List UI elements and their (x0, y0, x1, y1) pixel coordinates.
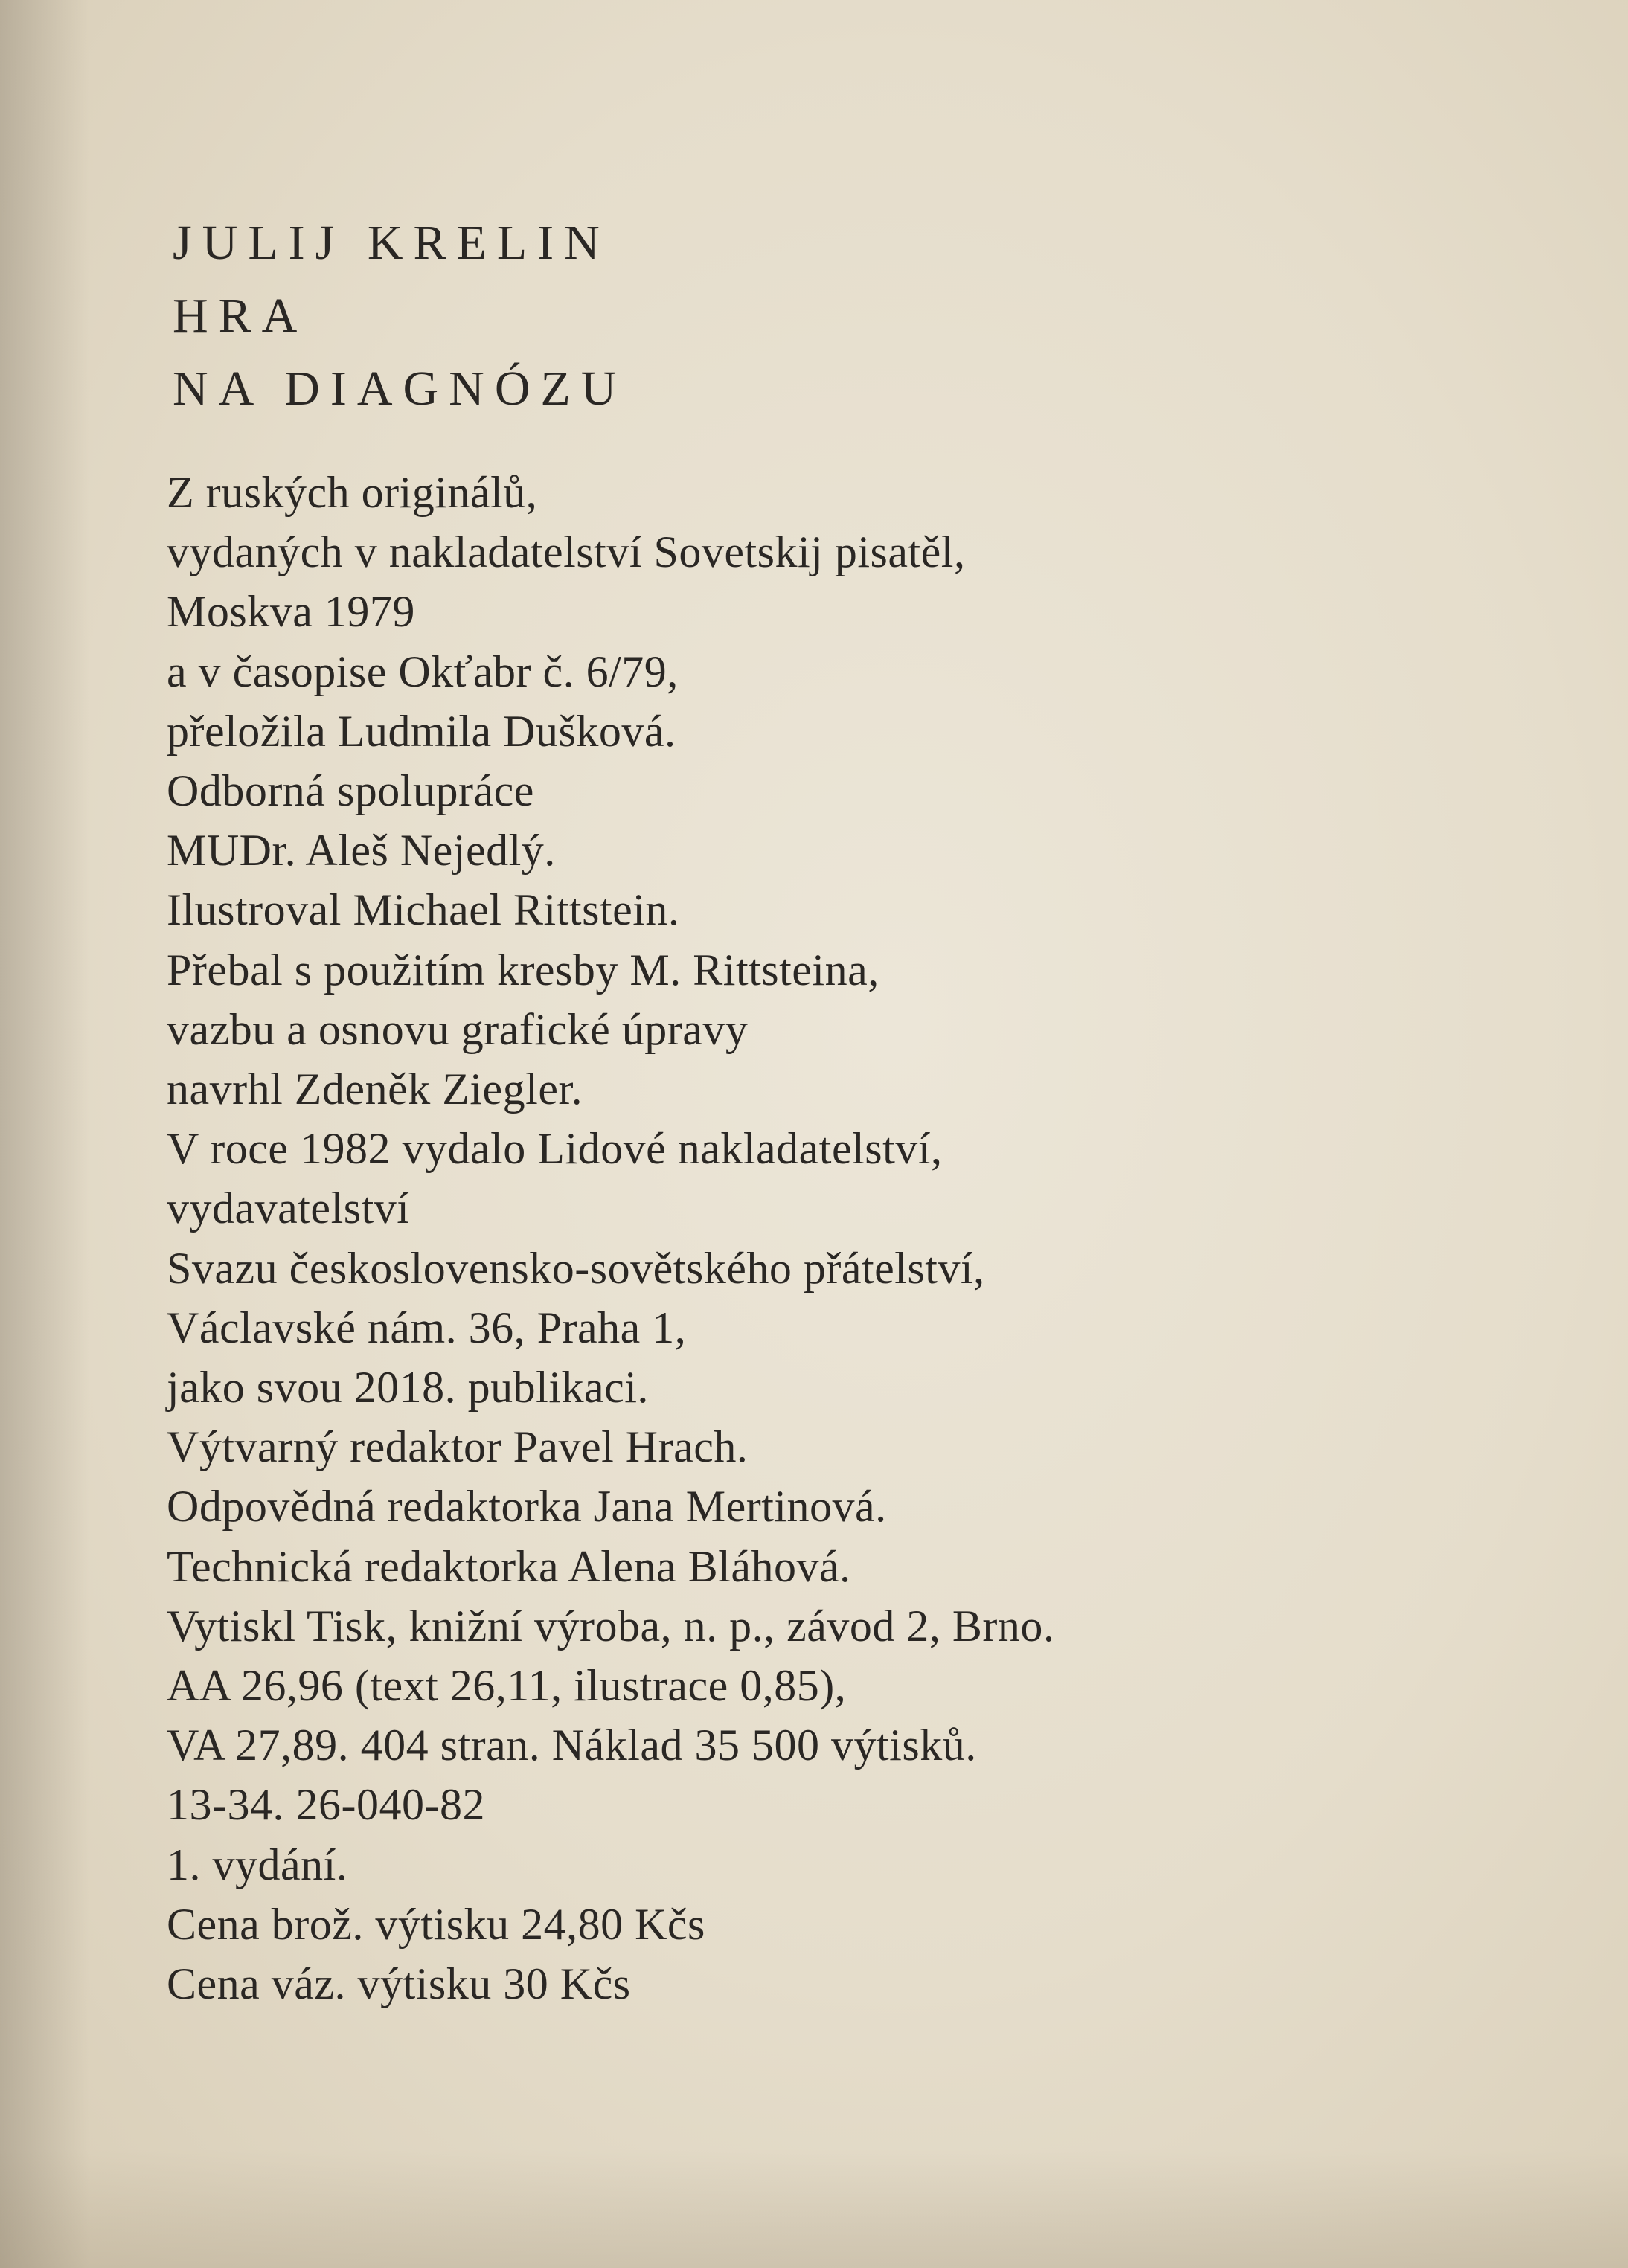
colophon-line: Cena váz. výtisku 30 Kčs (167, 1959, 631, 2009)
colophon-line: AA 26,96 (text 26,11, ilustrace 0,85), (167, 1661, 847, 1711)
colophon-line: a v časopise Okťabr č. 6/79, (167, 646, 679, 696)
page-bottom-shadow (0, 2149, 1628, 2268)
page-edge-shadow (0, 0, 89, 2268)
book-title-line-2: NA DIAGNÓZU (173, 362, 627, 416)
colophon-line: Ilustroval Michael Rittstein. (167, 885, 680, 935)
colophon-line: V roce 1982 vydalo Lidové nakladatelství, (167, 1124, 943, 1174)
colophon-line: Odborná spolupráce (167, 766, 534, 816)
colophon-line: Technická redaktorka Alena Bláhová. (167, 1541, 851, 1591)
colophon-line: Přebal s použitím kresby M. Rittsteina, (167, 945, 879, 995)
colophon-line: Cena brož. výtisku 24,80 Kčs (167, 1899, 705, 1949)
colophon-line: Z ruských originálů, (167, 468, 538, 517)
colophon-line: MUDr. Aleš Nejedlý. (167, 826, 556, 876)
colophon-line: Moskva 1979 (167, 587, 415, 637)
colophon-line: navrhl Zdeněk Ziegler. (167, 1064, 583, 1114)
title-block (173, 207, 1214, 425)
colophon-line: vydaných v nakladatelství Sovetskij pisatěl, (167, 527, 966, 577)
colophon-line: Odpovědná redaktorka Jana Mertinová. (167, 1482, 887, 1532)
colophon-line: 13-34. 26-040-82 (167, 1780, 485, 1830)
colophon-line: Vytiskl Tisk, knižní výroba, n. p., závod 2, Brno. (167, 1601, 1055, 1651)
colophon-line: 1. vydání. (167, 1840, 348, 1889)
author-name: JULIJ KRELIN (173, 216, 610, 270)
colophon-line: přeložila Ludmila Dušková. (167, 706, 676, 756)
colophon-line: vazbu a osnovu grafické úpravy (167, 1004, 749, 1054)
colophon-line: Václavské nám. 36, Praha 1, (167, 1302, 687, 1352)
colophon-line: vydavatelství (167, 1183, 410, 1233)
colophon-line: VA 27,89. 404 stran. Náklad 35 500 výtisků. (167, 1721, 977, 1770)
colophon-line: jako svou 2018. publikaci. (167, 1363, 649, 1413)
colophon (167, 463, 1543, 2014)
colophon-line: Výtvarný redaktor Pavel Hrach. (167, 1422, 749, 1472)
book-title-line-1: HRA (173, 289, 308, 343)
colophon-line: Svazu československo-sovětského přátelství, (167, 1243, 985, 1293)
